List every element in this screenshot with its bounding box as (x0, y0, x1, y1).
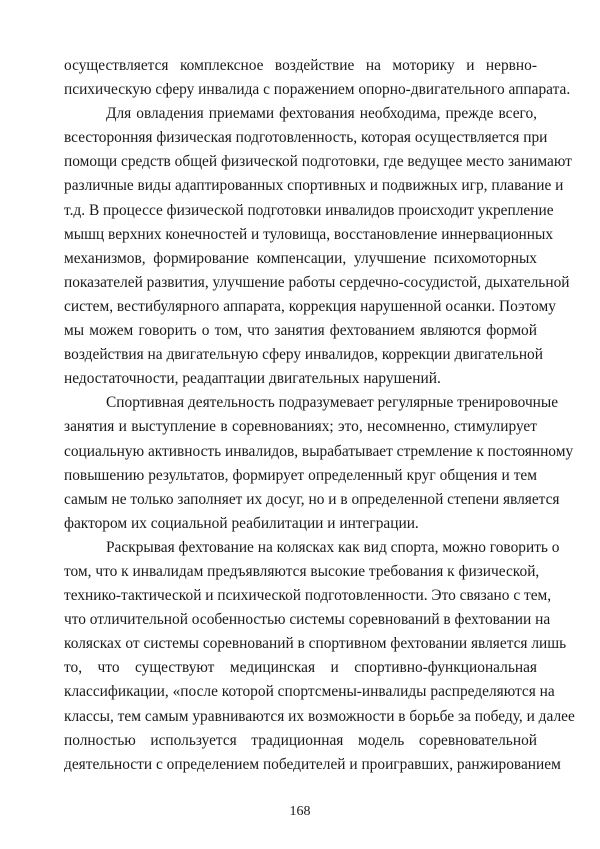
text-line: классы, тем самым уравниваются их возможности в борьбе за победу, и далее (64, 707, 575, 725)
text-line: социальную активность инвалидов, вырабатывает стремление к постоянному (64, 442, 574, 460)
text-line: что отличительной особенностью системы соревнований в фехтовании на (64, 611, 551, 629)
text-line: показателей развития, улучшение работы сердечно-сосудистой, дыхательной (64, 273, 570, 291)
text-line: психическую сферу инвалида с поражением опорно-двигательного аппарата. (64, 81, 571, 99)
text-line: Для овладения приемами фехтования необходима, прежде всего, (106, 105, 537, 123)
text-line: Спортивная деятельность подразумевает регулярные тренировочные (106, 394, 559, 412)
text-line: колясках от системы соревнований в спортивном фехтовании является лишь (64, 635, 567, 653)
text-line: воздействия на двигательную сферу инвалидов, коррекции двигательной (64, 346, 543, 364)
paragraph-4 (64, 536, 575, 777)
text-line: фактором их социальной реабилитации и интеграции. (64, 514, 419, 532)
paragraph-3 (64, 391, 574, 536)
text-line: всесторонняя физическая подготовленность, которая осуществляется при (64, 129, 548, 147)
text-line: полностью используется традиционная модель соревновательной (64, 731, 537, 749)
text-line: помощи средств общей физической подготовки, где ведущее место занимают (64, 153, 572, 171)
text-line: самым не только заполняет их досуг, но и в определенной степени является (64, 490, 560, 508)
text-line: то, что существуют медицинская и спортивно-функциональная (64, 659, 537, 677)
page-number: 168 (289, 804, 311, 819)
text-line: мы можем говорить о том, что занятия фехтованием являются формой (64, 322, 537, 340)
text-line: осуществляется комплексное воздействие на моторику и нервно- (64, 57, 537, 74)
text-line: деятельности с определением победителей и проигравших, ранжированием (64, 755, 561, 773)
text-line: том, что к инвалидам предъявляются высокие требования к физической, (64, 562, 540, 580)
text-line: т.д. В процессе физической подготовки инвалидов происходит укрепление (64, 201, 554, 219)
paragraph-2 (64, 102, 572, 391)
text-line: мышц верхних конечностей и туловища, восстановление иннервационных (64, 225, 554, 243)
text-line: технико-тактической и психической подготовленности. Это связано с тем, (64, 587, 552, 605)
text-line: повышению результатов, формирует определенный круг общения и тем (64, 466, 537, 484)
text-line: систем, вестибулярного аппарата, коррекция нарушенной осанки. Поэтому (64, 297, 556, 315)
text-line: Раскрывая фехтование на колясках как вид спорта, можно говорить о (106, 538, 560, 556)
text-line: недостаточности, реадаптации двигательных нарушений. (64, 370, 441, 388)
text-line: классификации, «после которой спортсмены-инвалиды распределяются на (64, 683, 555, 701)
text-line: механизмов, формирование компенсации, улучшение психомоторных (64, 249, 537, 267)
paragraph-1 (64, 54, 571, 102)
document-page (64, 54, 575, 777)
text-line: занятия и выступление в соревнованиях; это, несомненно, стимулирует (64, 418, 537, 436)
text-line: различные виды адаптированных спортивных и подвижных игр, плавание и (64, 177, 564, 195)
